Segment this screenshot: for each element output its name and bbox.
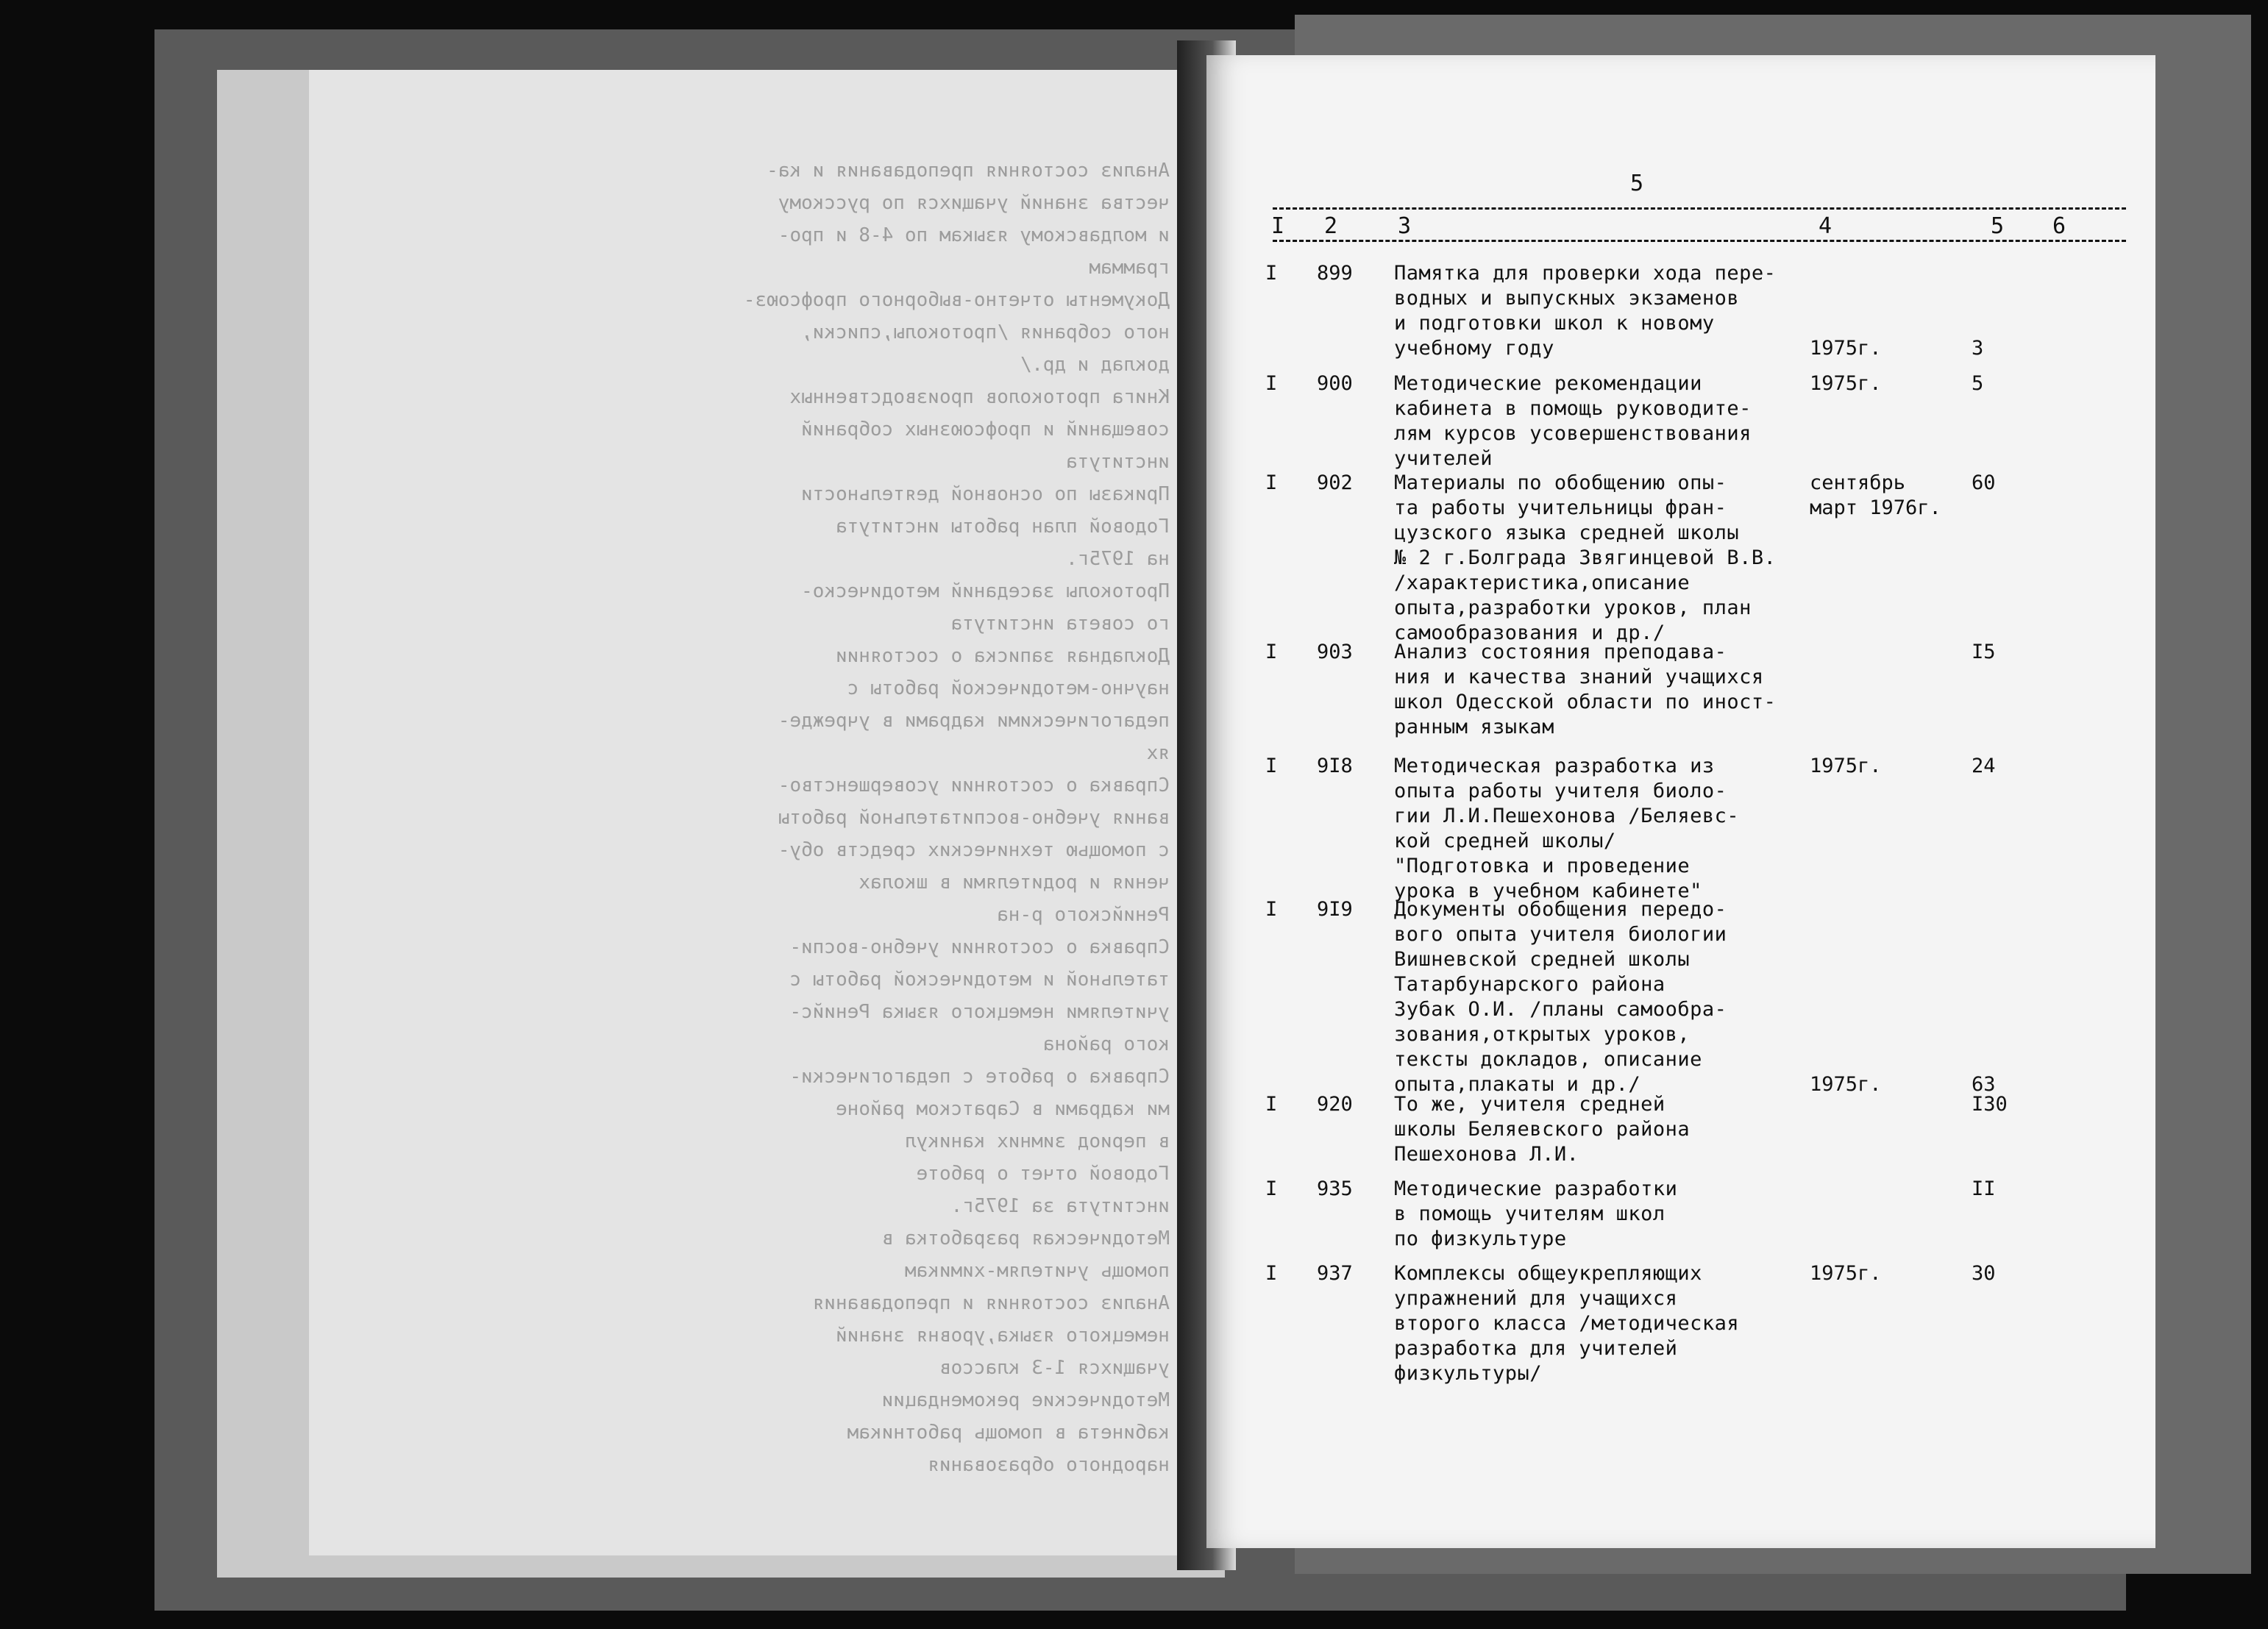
bleed-through-line: ях <box>1146 742 1170 764</box>
bleed-through-line: кого района <box>1042 1033 1170 1055</box>
table-header-rule <box>1273 240 2126 242</box>
row-number: 902 <box>1317 471 1353 494</box>
row-col-1: I <box>1265 262 1278 285</box>
table-top-rule <box>1273 207 2126 210</box>
row-description: Методические разработки в помощь учителям школ по физкультуре <box>1394 1177 1678 1250</box>
row-pages: 24 <box>1972 755 1996 777</box>
bleed-through-line: тательной и методической работы с <box>789 969 1170 991</box>
bleed-through-line: Ренийского р-на <box>997 904 1170 926</box>
bleed-through-line: в период зимних каникул <box>904 1130 1170 1152</box>
row-description: Методическая разработка из опыта работы учителя биоло- гии Л.И.Пешехонова /Беляевс- кой средней школы/ "Подготовка и проведение урока в учебном кабинете" <box>1394 755 1740 902</box>
bleed-through-line: Приказы по основной деятельности <box>801 483 1170 505</box>
row-pages: 30 <box>1972 1262 1996 1285</box>
bleed-through-line: Методическая разработка в <box>881 1227 1170 1250</box>
bleed-through-line: кабинета в помощь работникам <box>847 1422 1170 1444</box>
col-header-2: 2 <box>1324 213 1338 239</box>
bleed-through-line: Протоколы заседаний методическо- <box>801 580 1170 602</box>
bleed-through-line: педагогическими кадрами в учрежде- <box>778 710 1170 732</box>
row-description: Памятка для проверки хода пере- водных и выпускных экзаменов и подготовки школ к новому учебному году <box>1394 262 1777 360</box>
bleed-through-line: помощь учителям-химикам <box>904 1260 1170 1282</box>
row-date: 1975г. <box>1810 372 1882 395</box>
bleed-through-line: Справка о состоянии учебно-воспи- <box>789 936 1170 958</box>
row-number: 903 <box>1317 641 1353 663</box>
bleed-through-line: Анализ состояния и преподавания <box>812 1292 1170 1314</box>
row-col-1: I <box>1265 471 1278 494</box>
row-number: 935 <box>1317 1177 1353 1200</box>
row-pages: I5 <box>1972 641 1996 663</box>
row-description: То же, учителя средней школы Беляевского района Пешехонова Л.И. <box>1394 1093 1691 1166</box>
row-col-1: I <box>1265 1093 1278 1116</box>
bleed-through-line: го совета института <box>950 613 1170 635</box>
row-pages: 5 <box>1972 372 1984 395</box>
row-description: Комплексы общеукрепляющих упражнений для учащихся второго класса /методическая разработка для учителей физкультуры/ <box>1394 1262 1740 1385</box>
col-header-1: I <box>1271 213 1285 239</box>
bleed-through-text <box>309 70 1221 1555</box>
row-col-1: I <box>1265 372 1278 395</box>
row-col-1: I <box>1265 755 1278 777</box>
bleed-through-line: Анализ состояния преподавания и ка- <box>767 160 1170 182</box>
bleed-through-line: народного образования <box>928 1454 1170 1476</box>
row-number: 920 <box>1317 1093 1353 1116</box>
row-description: Методические рекомендации кабинета в помощь руководите- лям курсов усовершенствования учителей <box>1394 372 1752 470</box>
col-header-3: 3 <box>1398 213 1412 239</box>
row-date: 1975г. <box>1810 1073 1882 1096</box>
bleed-through-line: доклад и др./ <box>1020 354 1170 376</box>
row-description: Документы обобщения передо- вого опыта учителя биологии Вишневской средней школы Татарбунарского района Зубак О.И. /планы самообра- зования,открытых уроков, тексты докладов, описание опыта,плакаты и др./ <box>1394 898 1727 1096</box>
row-col-1: I <box>1265 641 1278 663</box>
col-header-5: 5 <box>1991 213 2005 239</box>
col-header-4: 4 <box>1819 213 1832 239</box>
bleed-through-line: Годовой отчет о работе <box>916 1163 1170 1185</box>
row-description: Материалы по обобщению опы- та работы учительницы фран- цузского языка средней школы № 2 г.Болграда Звягинцевой В.В. /характеристика,описание опыта,разработки уроков, план самообразования и др./ <box>1394 471 1777 644</box>
bleed-through-line: с помощью технических средств обу- <box>778 839 1170 861</box>
row-pages: 63 <box>1972 1073 1996 1096</box>
row-date: 1975г. <box>1810 1262 1882 1285</box>
bleed-through-line: учащихся 1-3 классов <box>939 1357 1170 1379</box>
bleed-through-line: Годовой план работы института <box>836 516 1170 538</box>
bleed-through-line: Справка о состоянии усовершенство- <box>778 774 1170 796</box>
bleed-through-line: научно-методической работы с <box>847 677 1170 699</box>
bleed-through-line: Документы отчетно-выборного профсоюз- <box>743 289 1170 311</box>
page-number: 5 <box>1630 171 1644 196</box>
row-pages: 60 <box>1972 471 1996 494</box>
row-date: 1975г. <box>1810 337 1882 360</box>
row-col-1: I <box>1265 1177 1278 1200</box>
bleed-through-line: немецкого языка,уровня знаний <box>836 1325 1170 1347</box>
bleed-through-line: и молдавскому языкам по 4-8 и про- <box>778 224 1170 246</box>
col-header-6: 6 <box>2052 213 2066 239</box>
row-number: 9I8 <box>1317 755 1353 777</box>
bleed-through-line: Докладная записка о состоянии <box>836 645 1170 667</box>
row-date: 1975г. <box>1810 755 1882 777</box>
bleed-through-line: граммам <box>1089 257 1170 279</box>
bleed-through-line: вания учебно-воспитательной работы <box>778 807 1170 829</box>
row-number: 900 <box>1317 372 1353 395</box>
bleed-through-line: учителями немецкого языка Ренийс- <box>789 1001 1170 1023</box>
row-col-1: I <box>1265 898 1278 921</box>
bleed-through-line: совещаний и профсоюзных собраний <box>801 418 1170 441</box>
bleed-through-line: чения и родителями в школах <box>859 871 1170 894</box>
row-number: 937 <box>1317 1262 1353 1285</box>
row-number: 9I9 <box>1317 898 1353 921</box>
row-pages: II <box>1972 1177 1996 1200</box>
bleed-through-line: Методические рекомендации <box>881 1389 1170 1411</box>
bleed-through-line: на 1975г. <box>1066 548 1170 570</box>
bleed-through-line: ного собрания /протоколы,списки, <box>801 321 1170 343</box>
row-pages: I30 <box>1972 1093 2008 1116</box>
bleed-through-line: ми кадрами в Саратском районе <box>836 1098 1170 1120</box>
left-page <box>309 70 1221 1555</box>
row-col-1: I <box>1265 1262 1278 1285</box>
bleed-through-line: чества знаний учащихся по русскому <box>778 192 1170 214</box>
row-description: Анализ состояния преподава- ния и качества знаний учащихся школ Одесской области по иност- ранным языкам <box>1394 641 1777 738</box>
row-date: сентябрь март 1976г. <box>1810 471 1941 519</box>
bleed-through-line: Книга протоколов производственных <box>789 386 1170 408</box>
row-pages: 3 <box>1972 337 1984 360</box>
bleed-through-line: института <box>1066 451 1170 473</box>
bleed-through-line: института за 1975г. <box>950 1195 1170 1217</box>
bleed-through-line: Справка о работе с педагогически- <box>789 1066 1170 1088</box>
row-number: 899 <box>1317 262 1353 285</box>
